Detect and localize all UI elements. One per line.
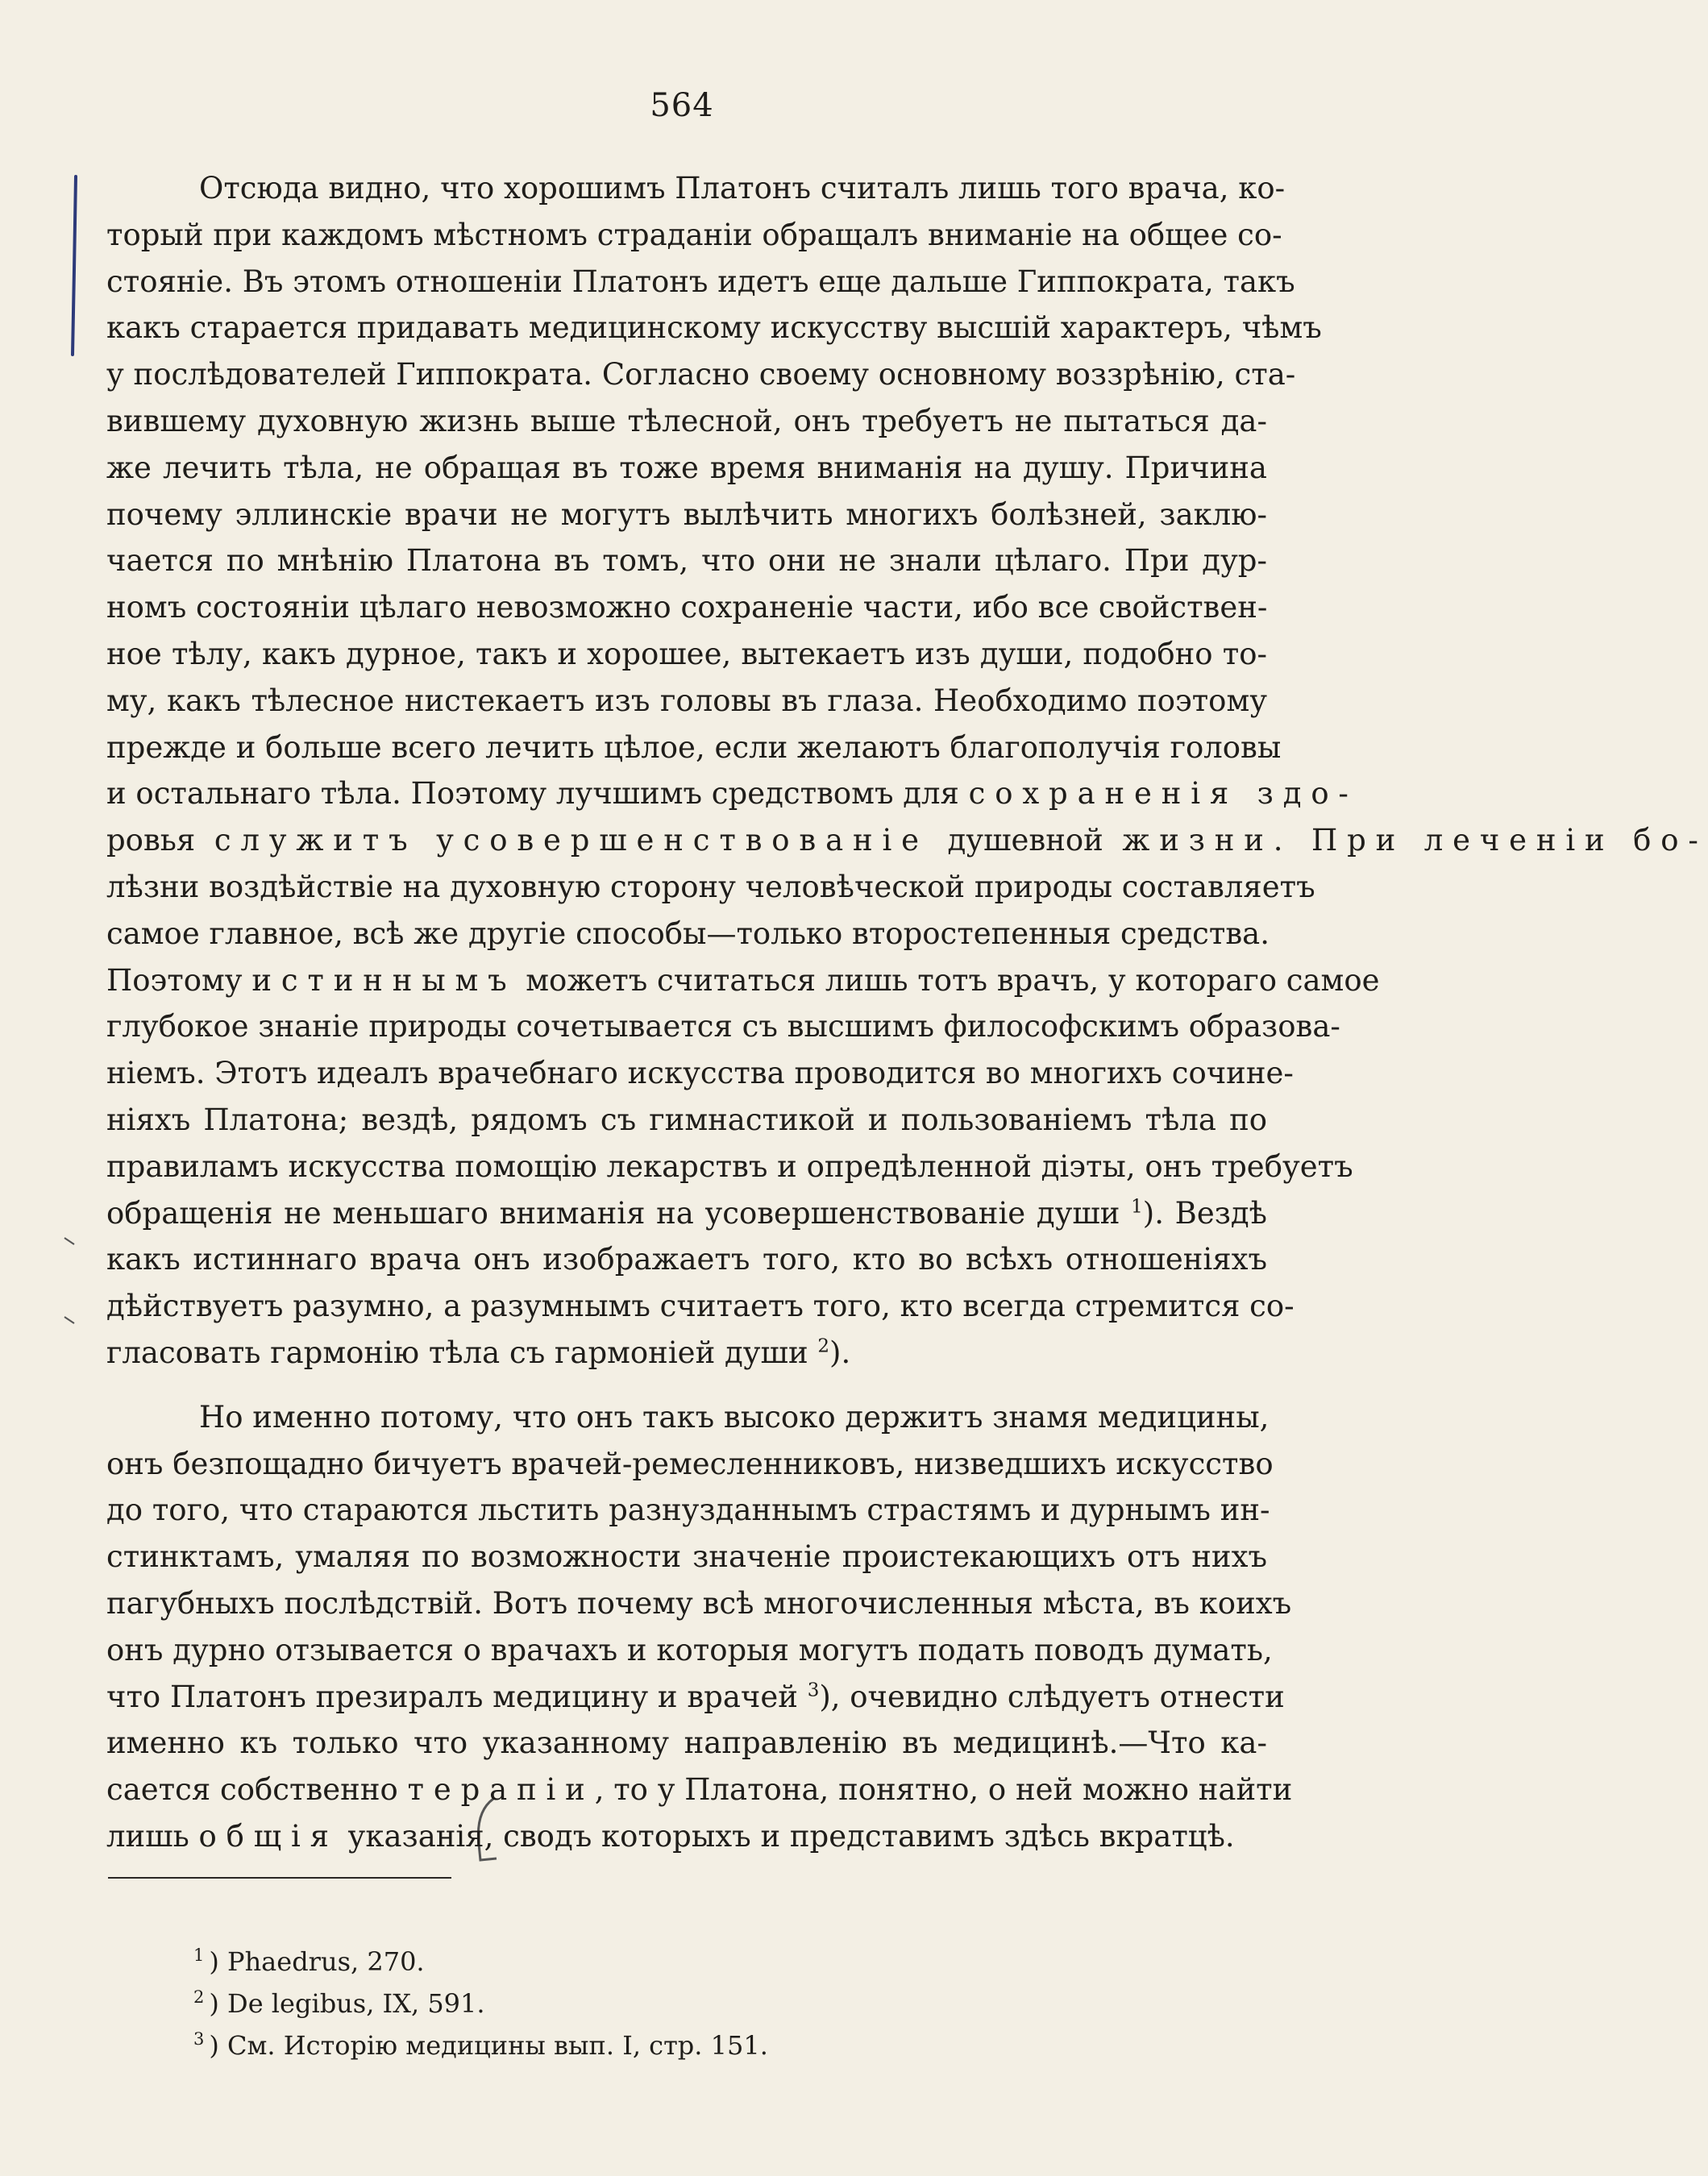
- paragraph: [106, 1394, 1293, 1860]
- text-line: [106, 445, 1267, 492]
- page-number: 564: [650, 87, 714, 124]
- margin-pencil-tick: [61, 1233, 81, 1249]
- text-run: , то у Платона, понятно, о ней можно найти: [594, 1772, 1293, 1808]
- footnote-text: ) De legibus, IX, 591.: [209, 1988, 485, 2019]
- text-run: можетъ считаться лишь тотъ врачъ, у котораго самое: [516, 962, 1380, 998]
- text-run: лишь: [106, 1818, 199, 1854]
- spaced-emphasis: истиннымъ: [251, 962, 517, 998]
- footnote-mark: 1: [193, 1946, 205, 1966]
- text-line: [106, 1330, 1267, 1377]
- text-run: глубокое знаніе природы сочетывается съ высшимъ философскимъ образова-: [106, 1009, 1340, 1044]
- text-line: [106, 1190, 1267, 1237]
- text-line: [106, 584, 1267, 631]
- text-run: чается по мнѣнію Платона въ томъ, что они не знали цѣлаго. При дур-: [106, 543, 1267, 579]
- text-run: вившему духовную жизнь выше тѣлесной, онъ требуетъ не пытаться да-: [106, 403, 1267, 438]
- text-line: [106, 538, 1267, 584]
- text-line: [106, 725, 1282, 771]
- text-line: [106, 1767, 1293, 1813]
- text-line: [106, 1441, 1274, 1488]
- text-run: сается собственно: [106, 1772, 408, 1808]
- spaced-emphasis: сохраненія здо-: [968, 776, 1358, 812]
- text-run: ). Вездѣ: [1142, 1195, 1267, 1231]
- text-run: номъ состояніи цѣлаго невозможно сохраненіе части, ибо все свойствен-: [106, 590, 1268, 625]
- text-run: обращенія не меньшаго вниманія на усовершенствованіе души: [106, 1195, 1132, 1231]
- text-run: лѣзни воздѣйствіе на духовную сторону человѣческой природы составляетъ: [106, 869, 1315, 904]
- text-run: до того, что стараются льстить разнузданнымъ страстямъ и дурнымъ ин-: [106, 1493, 1270, 1528]
- footnote-ref: 1: [1131, 1196, 1143, 1218]
- text-run: именно къ только что указанному направленію въ медицинѣ.—Что ка-: [106, 1725, 1267, 1761]
- text-run: пагубныхъ послѣдствій. Вотъ почему всѣ многочисленныя мѣста, въ коихъ: [106, 1585, 1292, 1621]
- text-line: [106, 911, 1270, 957]
- text-run: онъ безпощадно бичуетъ врачей-ремесленниковъ, низведшихъ искусство: [106, 1446, 1274, 1481]
- margin-pencil-line: [64, 173, 89, 359]
- footnote-mark: 3: [193, 2029, 205, 2049]
- text-run: указанія, сводъ которыхъ и представимъ здѣсь вкратцѣ.: [338, 1818, 1235, 1854]
- text-run: стинктамъ, умаляя по возможности значеніе проистекающихъ отъ нихъ: [106, 1539, 1267, 1575]
- text-run: у послѣдователей Гиппократа. Согласно своему основному воззрѣнію, ста-: [106, 357, 1296, 392]
- text-line: [106, 1534, 1267, 1580]
- text-line: [106, 212, 1282, 259]
- footnote-rule: [108, 1877, 451, 1879]
- text-run: душевной: [947, 823, 1103, 858]
- text-run: ніяхъ Платона; вездѣ, рядомъ съ гимнастикой и пользованіемъ тѣла по: [106, 1102, 1267, 1137]
- text-line: [106, 305, 1322, 351]
- text-run: же лечить тѣла, не обращая въ тоже время вниманія на душу. Причина: [106, 450, 1267, 485]
- spaced-emphasis: общія: [198, 1818, 339, 1854]
- text-line: [106, 1627, 1273, 1674]
- text-line: [106, 1283, 1295, 1330]
- text-run: и остальнаго тѣла. Поэтому лучшимъ средствомъ для: [106, 776, 969, 812]
- text-line: [106, 1813, 1267, 1860]
- text-line: [106, 864, 1315, 911]
- text-line: [106, 1003, 1340, 1050]
- text-line: [106, 1394, 1270, 1441]
- text-run: стояніе. Въ этомъ отношеніи Платонъ идетъ еще дальше Гиппократа, такъ: [106, 264, 1295, 299]
- text-run: какъ старается придавать медицинскому искусству высшій характеръ, чѣмъ: [106, 310, 1322, 346]
- text-run: Но именно потому, что онъ такъ высоко держитъ знамя медицины,: [199, 1399, 1270, 1435]
- text-run: почему эллинскіе врачи не могутъ вылѣчить многихъ болѣзней, заклю-: [106, 496, 1267, 532]
- text-run: ніемъ. Этотъ идеалъ врачебнаго искусства проводится во многихъ сочине-: [106, 1056, 1294, 1091]
- text-line: [106, 817, 1708, 864]
- text-line: [106, 957, 1380, 1004]
- text-run: Отсюда видно, что хорошимъ Платонъ считалъ лишь того врача, ко-: [199, 171, 1286, 206]
- text-line: [106, 1580, 1292, 1627]
- text-line: [106, 1720, 1267, 1767]
- text-line: [106, 1236, 1267, 1283]
- text-run: му, какъ тѣлесное нистекаетъ изъ головы въ глаза. Необходимо поэтому: [106, 683, 1267, 718]
- text-run: онъ дурно отзывается о врачахъ и которыя могутъ подать поводъ думать,: [106, 1632, 1273, 1667]
- text-run: дѣйствуетъ разумно, а разумнымъ считаетъ того, кто всегда стремится со-: [106, 1289, 1295, 1324]
- margin-pencil-tick-2: [61, 1314, 81, 1330]
- footnote-text: ) См. Исторію медицины вып. I, стр. 151.: [209, 2030, 768, 2061]
- footnotes: [193, 1941, 768, 2066]
- text-line: [106, 678, 1267, 725]
- text-run: ровья: [106, 823, 196, 858]
- text-run: какъ истиннаго врача онъ изображаетъ того, кто во всѣхъ отношеніяхъ: [106, 1242, 1267, 1277]
- text-line: [106, 492, 1267, 538]
- text-line: [106, 398, 1267, 445]
- text-line: [106, 1144, 1353, 1190]
- text-run: правиламъ искусства помощію лекарствъ и опредѣленной діэты, онъ требуетъ: [106, 1148, 1353, 1184]
- text-line: [106, 259, 1295, 305]
- footnote-ref: 3: [807, 1680, 820, 1701]
- text-run: самое главное, всѣ же другіе способы—только второстепенныя средства.: [106, 916, 1270, 951]
- text-run: прежде и больше всего лечить цѣлое, если желаютъ благополучія головы: [106, 729, 1282, 765]
- text-line: [106, 1674, 1285, 1721]
- text-line: [106, 770, 1358, 817]
- text-line: [106, 165, 1286, 212]
- footnote-ref: 2: [817, 1335, 830, 1357]
- text-line: [106, 1050, 1294, 1097]
- text-line: [106, 1487, 1270, 1534]
- spaced-emphasis: служитъ усовершенствованіе: [195, 823, 948, 858]
- footnote-text: ) Phaedrus, 270.: [209, 1946, 425, 1977]
- footnote: [193, 1983, 768, 2024]
- text-run: торый при каждомъ мѣстномъ страданіи обращалъ вниманіе на общее со-: [106, 217, 1282, 252]
- paragraph-gap: [106, 1377, 1267, 1394]
- footnote: [193, 2024, 768, 2066]
- spaced-emphasis: жизни. При леченіи бо-: [1103, 823, 1708, 858]
- text-line: [106, 1097, 1267, 1144]
- text-line: [106, 351, 1296, 398]
- footnote: [193, 1941, 768, 1983]
- text-run: что Платонъ презиралъ медицину и врачей: [106, 1679, 808, 1714]
- body-text: [106, 165, 1708, 1860]
- text-run: гласовать гармонію тѣла съ гармоніей души: [106, 1335, 818, 1370]
- footnote-mark: 2: [193, 1987, 205, 2008]
- text-run: ).: [829, 1335, 851, 1370]
- spaced-emphasis: терапіи: [407, 1772, 595, 1808]
- text-run: ное тѣлу, какъ дурное, такъ и хорошее, вытекаетъ изъ души, подобно то-: [106, 636, 1267, 671]
- text-line: [106, 631, 1267, 678]
- paragraph: [106, 165, 1708, 1377]
- text-run: Поэтому: [106, 962, 252, 998]
- text-run: ), очевидно слѣдуетъ отнести: [819, 1679, 1285, 1714]
